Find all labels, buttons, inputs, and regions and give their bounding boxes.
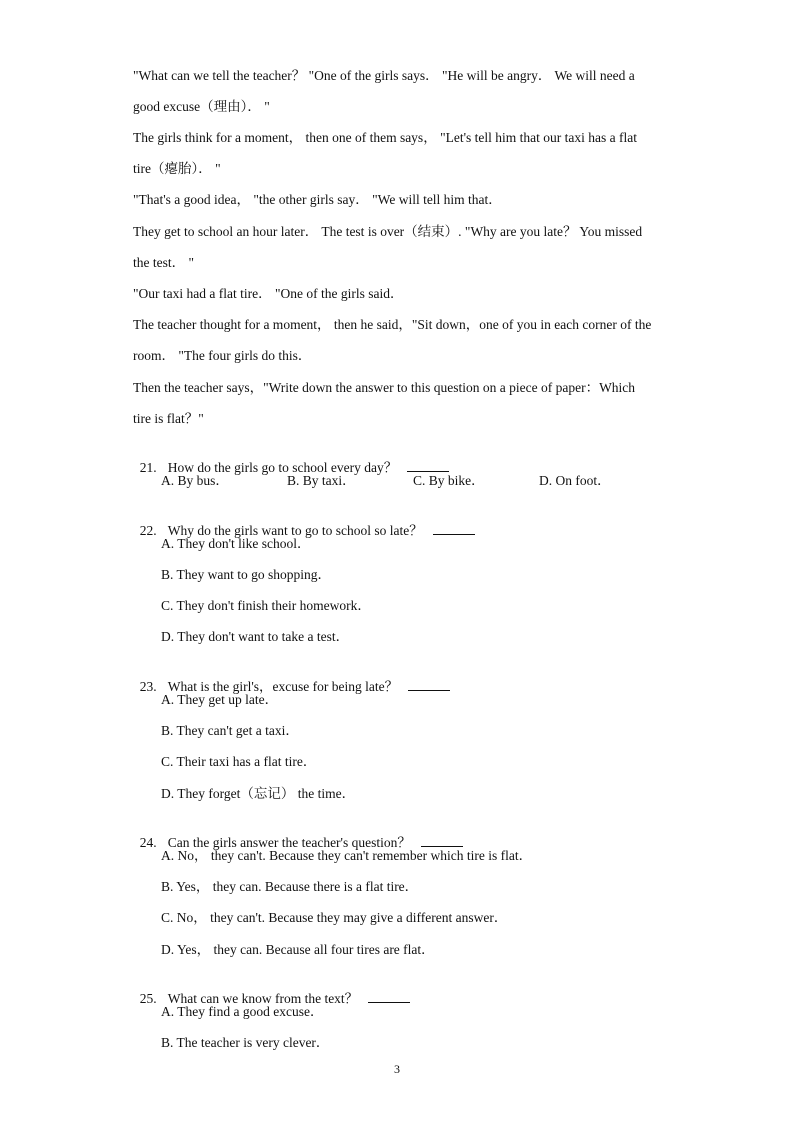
option-b[interactable]: B. Yes， they can. Because there is a flat tire． [161,879,419,894]
option-b[interactable]: B. By taxi． [287,473,356,488]
passage-line: good excuse（理由）． " [133,99,270,114]
option-c[interactable]: C. No， they can't. Because they may give a different answer． [161,910,508,925]
option-a[interactable]: A. They don't like school． [161,536,311,551]
question-text: How do the girls go to school every day？ [167,460,398,475]
answer-blank[interactable] [421,834,463,847]
answer-blank[interactable] [368,990,410,1003]
question-text: Why do the girls want to go to school so late？ [167,523,423,538]
option-d[interactable]: D. They forget（忘记） the time． [161,786,356,801]
option-d[interactable]: D. Yes， they can. Because all four tires are flat． [161,942,435,957]
passage-line: room． "The four girls do this． [133,348,312,363]
option-b[interactable]: B. They want to go shopping． [161,567,331,582]
answer-blank[interactable] [407,459,449,472]
question-number: 22. [139,523,157,538]
passage-line: The girls think for a moment， then one of them says， "Let's tell him that our taxi has a flat [133,130,637,145]
passage-line: "What can we tell the teacher？ "One of the girls says． "He will be angry． We will need a [133,68,635,83]
answer-blank[interactable] [408,678,450,691]
passage-line: They get to school an hour later． The test is over（结束）. "Why are you late？ You missed [133,224,643,239]
option-c[interactable]: C. They don't finish their homework． [161,598,371,613]
option-c[interactable]: C. By bike． [413,473,485,488]
question-number: 21. [139,460,157,475]
passage-line: tire（瘪胎）． " [133,161,221,176]
question-text: Can the girls answer the teacher's question？ [167,835,411,850]
passage-line: Then the teacher says，"Write down the answer to this question on a piece of paper：Which [133,380,636,395]
option-a[interactable]: A. They get up late． [161,692,279,707]
passage-line: The teacher thought for a moment， then he said，"Sit down，one of you in each corner of the [133,317,652,332]
question-number: 25. [139,991,157,1006]
option-a[interactable]: A. They find a good excuse． [161,1004,324,1019]
passage-line: "That's a good idea， "the other girls say． "We will tell him that． [133,192,502,207]
option-a[interactable]: A. No， they can't. Because they can't remember which tire is flat． [161,848,533,863]
option-b[interactable]: B. They can't get a taxi． [161,723,299,738]
question-text: What is the girl's，excuse for being late？ [167,679,399,694]
option-d[interactable]: D. On foot． [539,473,611,488]
passage-line: the test． " [133,255,195,270]
page-number: 3 [394,1062,400,1076]
option-a[interactable]: A. By bus． [161,473,229,488]
passage-line: tire is flat？" [133,411,204,426]
options-row-21 [161,472,661,490]
answer-blank[interactable] [433,522,475,535]
question-text: What can we know from the text？ [167,991,359,1006]
passage-line: "Our taxi had a flat tire． "One of the girls said． [133,286,404,301]
question-number: 23. [139,679,157,694]
option-b[interactable]: B. The teacher is very clever． [161,1035,330,1050]
option-d[interactable]: D. They don't want to take a test． [161,629,350,644]
option-c[interactable]: C. Their taxi has a flat tire． [161,754,317,769]
question-number: 24. [139,835,157,850]
